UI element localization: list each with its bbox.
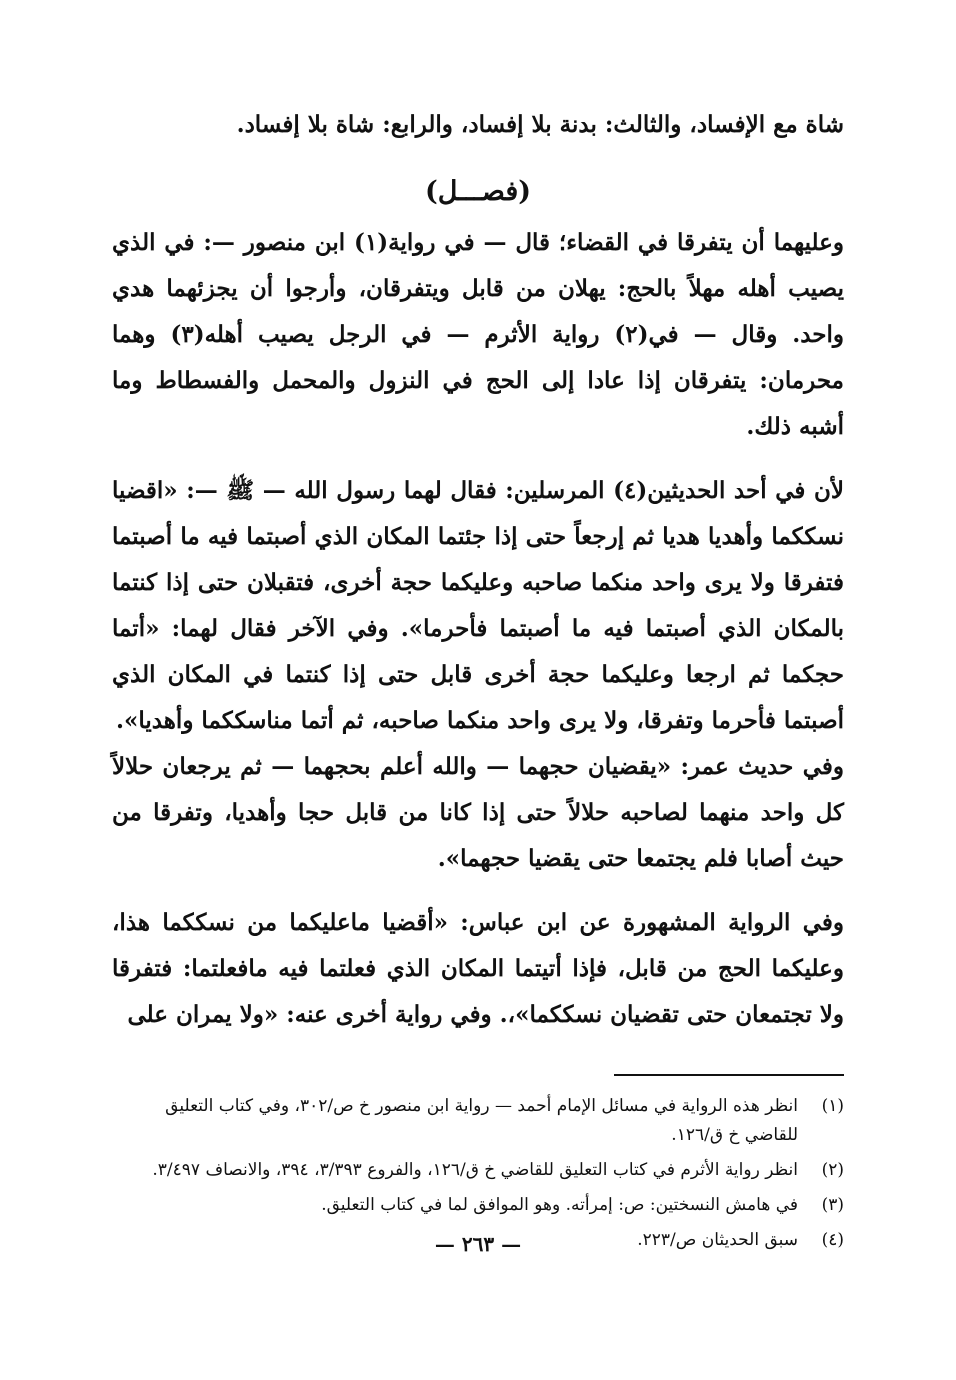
footnote-3 bbox=[112, 1191, 844, 1220]
footnote-text: انظر هذه الرواية في مسائل الإمام أحمد — رواية ابن منصور خ ص/٣٠٢، وفي كتاب التعليق للقاضي خ ق/١٢٦. bbox=[165, 1096, 798, 1145]
paragraph-2: لأن في أحد الحديثين(٤) المرسلين: فقال لهما رسول الله — ﷺ —: «اقضيا نسككما وأهديا هديا ثم إرجعاً حتى إذا جئتما المكان الذي أصبتما فيه ما أصبتما فتفرقا ولا يرى واحد منكما صاحبه وعليكما حجة أخرى، فتقبلان حتى إذا كنتما بالمكان الذي أصبتما فيه ما أصبتما فأحرما». وفي الآخر فقال لهما: «أتما حجكما ثم ارجعا وعليكما حجة أخرى قابل حتى إذا كنتما في المكان الذي أصبتما فأحرما وتفرقا، ولا يرى واحد منكما صاحبه، ثم أتما مناسككما وأهديا». bbox=[112, 477, 844, 734]
main-text bbox=[112, 102, 844, 1038]
footnote-number: (٤) bbox=[821, 1230, 844, 1250]
page-number: — ٢٦٣ — bbox=[434, 1232, 522, 1256]
paragraph-4: وفي الرواية المشهورة عن ابن عباس: «أقضيا ماعليكما من نسككما هذا، وعليكما الحج من قابل، فإذا أتيتما المكان الذي فعلتما فيه مافعلتما: فتفرقا ولا تجتمعان حتى تقضيان نسككما»،. وفي رواية أخرى عنه: «ولا يمران على bbox=[112, 909, 844, 1028]
footnote-1 bbox=[112, 1092, 844, 1150]
footnote-number: (٣) bbox=[821, 1195, 844, 1215]
footnote-text: في هامش النسختين: ص: إمرأته. وهو الموافق لما في كتاب التعليق. bbox=[321, 1195, 798, 1215]
paragraph-1: وعليهما أن يتفرقا في القضاء؛ قال — في رواية(١) ابن منصور —: في الذي يصيب أهله مهلاً بالحج: يهلان من قابل ويتفرقان، وأرجوا أن يجزئهما هدي واحد. وقال — في(٢) رواية الأثرم — في الرجل يصيب أهله(٣) وهما محرمان: يتفرقان إذا عادا إلى الحج في النزول والمحمل والفسطاط وما أشبه ذلك. bbox=[112, 229, 845, 440]
footnote-text: سبق الحديثان ص/٢٢٣. bbox=[637, 1230, 798, 1250]
footnote-text: انظر رواية الأثرم في كتاب التعليق للقاضي خ ق/١٢٦، والفروع ٣/٣٩٣، ٣٩٤، والانصاف ٣/٤٩٧. bbox=[152, 1160, 798, 1180]
paragraph-3: وفي حديث عمر: «يقضيان حجهما — والله أعلم بحجهما — ثم يرجعان حلالاً كل واحد منهما لصاحبه حلالاً حتى إذا كانا من قابل حجا وأهديا، وتفرقا من حيث أصابا فلم يجتمعا حتى يقضيا حجهما». bbox=[112, 753, 844, 872]
section-heading: (فصـــل) bbox=[424, 176, 532, 207]
opening-line: شاة مع الإفساد، والثالث: بدنة بلا إفساد، والرابع: شاة بلا إفساد. bbox=[236, 111, 844, 138]
footnotes bbox=[112, 1092, 844, 1255]
footnote-divider bbox=[614, 1074, 844, 1076]
footnote-number: (٢) bbox=[821, 1160, 844, 1180]
footnote-number: (١) bbox=[821, 1096, 844, 1116]
footnote-2 bbox=[112, 1156, 844, 1185]
